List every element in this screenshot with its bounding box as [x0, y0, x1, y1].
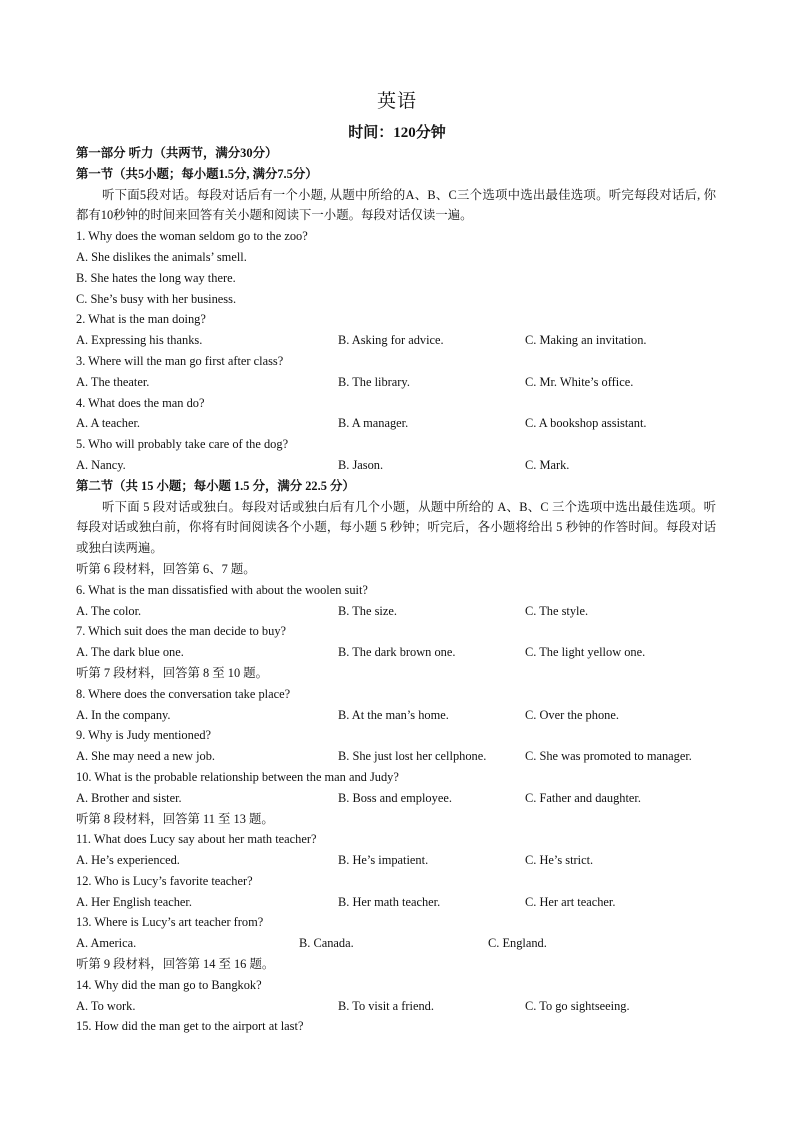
question-4: 4. What does the man do? — [76, 395, 205, 410]
q12-option-c: C. Her art teacher. — [525, 894, 616, 909]
q4-option-c: C. A bookshop assistant. — [525, 416, 647, 431]
q9-options — [76, 746, 716, 767]
q10-option-c: C. Father and daughter. — [525, 790, 641, 805]
document-title: 英语 — [376, 91, 417, 112]
question-7: 7. Which suit does the man decide to buy? — [76, 624, 287, 639]
q12-options — [76, 892, 716, 913]
question-9: 9. Why is Judy mentioned? — [76, 728, 212, 743]
q8-option-c: C. Over the phone. — [525, 707, 619, 722]
q13-option-a: A. America. — [76, 936, 137, 951]
q8-option-a: A. In the company. — [76, 707, 171, 722]
question-12: 12. Who is Lucy’s favorite teacher? — [76, 873, 253, 888]
exam-content — [76, 143, 716, 1037]
section1-heading: 第一节（共5小题；每小题1.5分, 满分7.5分） — [76, 166, 318, 181]
q6-option-a: A. The color. — [76, 603, 142, 618]
q8-options — [76, 705, 716, 726]
question-3: 3. Where will the man go first after class? — [76, 353, 284, 368]
q2-options — [76, 330, 716, 351]
material-8-note: 听第 8 段材料，回答第 11 至 13 题。 — [76, 811, 274, 826]
question-14: 14. Why did the man go to Bangkok? — [76, 977, 262, 992]
q4-options — [76, 413, 716, 434]
material-9-note: 听第 9 段材料，回答第 14 至 16 题。 — [76, 957, 275, 972]
q9-option-c: C. She was promoted to manager. — [525, 749, 692, 764]
q14-options — [76, 996, 716, 1017]
q7-options — [76, 642, 716, 663]
q7-option-a: A. The dark blue one. — [76, 645, 184, 660]
q5-option-b: B. Jason. — [338, 457, 384, 472]
q1-option-b: B. She hates the long way there. — [76, 270, 236, 285]
q3-options — [76, 372, 716, 393]
q7-option-b: B. The dark brown one. — [338, 645, 456, 660]
material-7-note: 听第 7 段材料，回答第 8 至 10 题。 — [76, 665, 269, 680]
q11-option-a: A. He’s experienced. — [76, 853, 180, 868]
q10-options — [76, 788, 716, 809]
question-15: 15. How did the man get to the airport at last? — [76, 1019, 304, 1034]
q11-option-b: B. He’s impatient. — [338, 853, 429, 868]
q3-option-a: A. The theater. — [76, 374, 150, 389]
question-2: 2. What is the man doing? — [76, 312, 206, 327]
q4-option-a: A. A teacher. — [76, 416, 140, 431]
q9-option-b: B. She just lost her cellphone. — [338, 749, 487, 764]
question-11: 11. What does Lucy say about her math teacher? — [76, 832, 317, 847]
exam-time: 时间：120分钟 — [348, 125, 446, 141]
q10-option-a: A. Brother and sister. — [76, 790, 182, 805]
q14-option-c: C. To go sightseeing. — [525, 998, 630, 1013]
q9-option-a: A. She may need a new job. — [76, 749, 216, 764]
q10-option-b: B. Boss and employee. — [338, 790, 452, 805]
q14-option-a: A. To work. — [76, 998, 136, 1013]
q2-option-c: C. Making an invitation. — [525, 333, 647, 348]
q2-option-a: A. Expressing his thanks. — [76, 333, 203, 348]
section1-instructions: 听下面5段对话。每段对话后有一个小题, 从题中所给的A、B、C三个选项中选出最佳选项。听完每段对话后, 你都有10秒钟的时间来回答有关小题和阅读下一小题。每段对话仅读一遍。 — [76, 187, 716, 223]
q6-options — [76, 601, 716, 622]
part1-heading: 第一部分 听力（共两节，满分30分） — [76, 146, 278, 160]
q1-option-a: A. She dislikes the animals’ smell. — [76, 249, 247, 264]
q14-option-b: B. To visit a friend. — [338, 998, 434, 1013]
q3-option-c: C. Mr. White’s office. — [525, 374, 634, 389]
section2-heading: 第二节（共 15 小题；每小题 1.5 分，满分 22.5 分） — [76, 478, 355, 493]
q11-option-c: C. He’s strict. — [525, 853, 594, 868]
question-10: 10. What is the probable relationship between the man and Judy? — [76, 769, 399, 784]
q11-options — [76, 850, 716, 871]
q4-option-b: B. A manager. — [338, 416, 409, 431]
q6-option-c: C. The style. — [525, 603, 589, 618]
q7-option-c: C. The light yellow one. — [525, 645, 646, 660]
q6-option-b: B. The size. — [338, 603, 397, 618]
q13-option-b: B. Canada. — [299, 936, 354, 951]
q13-options — [76, 933, 716, 954]
q8-option-b: B. At the man’s home. — [338, 707, 449, 722]
question-5: 5. Who will probably take care of the dog? — [76, 437, 289, 452]
question-13: 13. Where is Lucy’s art teacher from? — [76, 915, 264, 930]
q5-options — [76, 455, 716, 476]
q2-option-b: B. Asking for advice. — [338, 333, 444, 348]
q5-option-c: C. Mark. — [525, 457, 570, 472]
section2-instructions: 听下面 5 段对话或独白。每段对话或独白后有几个小题，从题中所给的 A、B、C 三个选项中选出最佳选项。听每段对话或独白前，你将有时间阅读各个小题，每小题 5 秒钟；听完后，各小题将给出 5 秒钟的作答时间。每段对话或独白读两遍。 — [76, 499, 716, 556]
question-8: 8. Where does the conversation take place? — [76, 686, 291, 701]
q5-option-a: A. Nancy. — [76, 457, 126, 472]
question-6: 6. What is the man dissatisfied with about the woolen suit? — [76, 582, 368, 597]
question-1: 1. Why does the woman seldom go to the zoo? — [76, 229, 308, 244]
material-6-note: 听第 6 段材料，回答第 6、7 题。 — [76, 561, 256, 576]
q12-option-b: B. Her math teacher. — [338, 894, 441, 909]
q1-option-c: C. She’s busy with her business. — [76, 291, 237, 306]
q3-option-b: B. The library. — [338, 374, 410, 389]
q12-option-a: A. Her English teacher. — [76, 894, 192, 909]
q13-option-c: C. England. — [488, 936, 547, 951]
